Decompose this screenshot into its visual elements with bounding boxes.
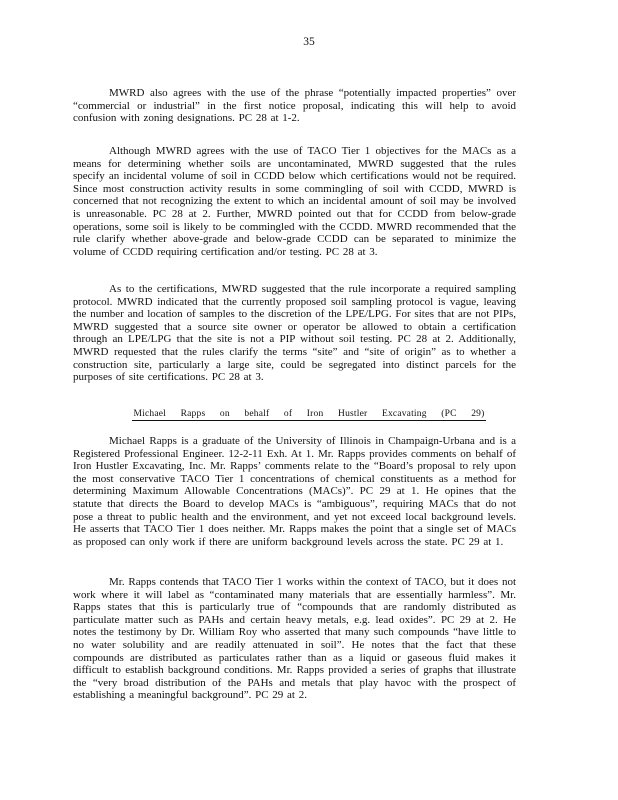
paragraph-rapps-background: Michael Rapps is a graduate of the University of Illinois in Champaign-Urbana and is a Registered Professional Engineer. 12-2-11 Exh. At 1. Mr. Rapps provides comments on behalf of Iron Hustler Excavating, Inc. Mr. Rapps’ comments relate to the “Board’s proposal to rely upon the most conservative TACO Tier 1 concentrations of chemical constituents as a method for determining Maximum Allowable Concentrations (MACs)”. PC 29 at 1. He opines that the statute that directs the Board to develop MACs is “ambiguous”, requiring MACs that do not pose a threat to public health and the environment, and yet not exceed local background levels. He asserts that TACO Tier 1 does neither. Mr. Rapps makes the point that a single set of MACs as proposed can only work if there are uniform background levels across the state. PC 29 at 1. [73,435,516,548]
paragraph-mwrd-phrase: MWRD also agrees with the use of the phrase “potentially impacted properties” over “commercial or industrial” in the first notice proposal, indicating this will help to avoid confusion with zoning designations. PC 28 at 1-2. [73,87,516,125]
paragraph-mwrd-certifications: As to the certifications, MWRD suggested that the rule incorporate a required sampling protocol. MWRD indicated that the currently proposed soil sampling protocol is vague, leaving the number and location of samples to the discretion of the LPE/LPG. For sites that are not PIPs, MWRD suggested that a source site owner or operator be allowed to obtain a certification through an LPE/LPG that the site is not a PIP without soil testing. PC 28 at 2. Additionally, MWRD requested that the rules clarify the terms “site” and “site of origin” as to whether a construction site, particularly a large site, could be segregated into distinct parcels for the purposes of site certifications. PC 28 at 3. [73,283,516,384]
section-heading [0,409,618,421]
paragraph-mwrd-taco-tier-1: Although MWRD agrees with the use of TACO Tier 1 objectives for the MACs as a means for determining whether soils are uncontaminated, MWRD suggested that the rules specify an incidental volume of soil in CCDD below which certifications would not be required. Since most construction activity results in some commingling of soil with CCDD, MWRD is concerned that not recognizing the extent to which an incidental amount of soil may be involved is unreasonable. PC 28 at 2. Further, MWRD pointed out that for CCDD from below-grade operations, some soil is likely to be commingled with the CCDD. MWRD recommended that the rule clarify whether above-grade and below-grade CCDD can be separated to minimize the volume of CCDD requiring certification and/or testing. PC 28 at 3. [73,145,516,258]
paragraph-rapps-contentions: Mr. Rapps contends that TACO Tier 1 works within the context of TACO, but it does not work where it will label as “contaminated many materials that are essentially harmless”. Mr. Rapps states that this is particularly true of “compounds that are randomly distributed as particulate matter such as PAHs and certain heavy metals, e.g. lead oxides”. PC 29 at 2. He notes the testimony by Dr. William Roy who asserted that many such compounds “have little to no water solubility and are readily attenuated in soil”. He notes that the fact that these compounds are distributed as particulates rather than as a liquid or gaseous fluid makes it difficult to establish background conditions. Mr. Rapps provided a series of graphs that illustrate the “very broad distribution of the PAHs and metals that play havoc with the prospect of establishing a meaningful background”. PC 29 at 2. [73,576,516,702]
section-heading-text: Michael Rapps on behalf of Iron Hustler Excavating (PC 29) [133,409,485,419]
page-number: 35 [303,36,315,48]
